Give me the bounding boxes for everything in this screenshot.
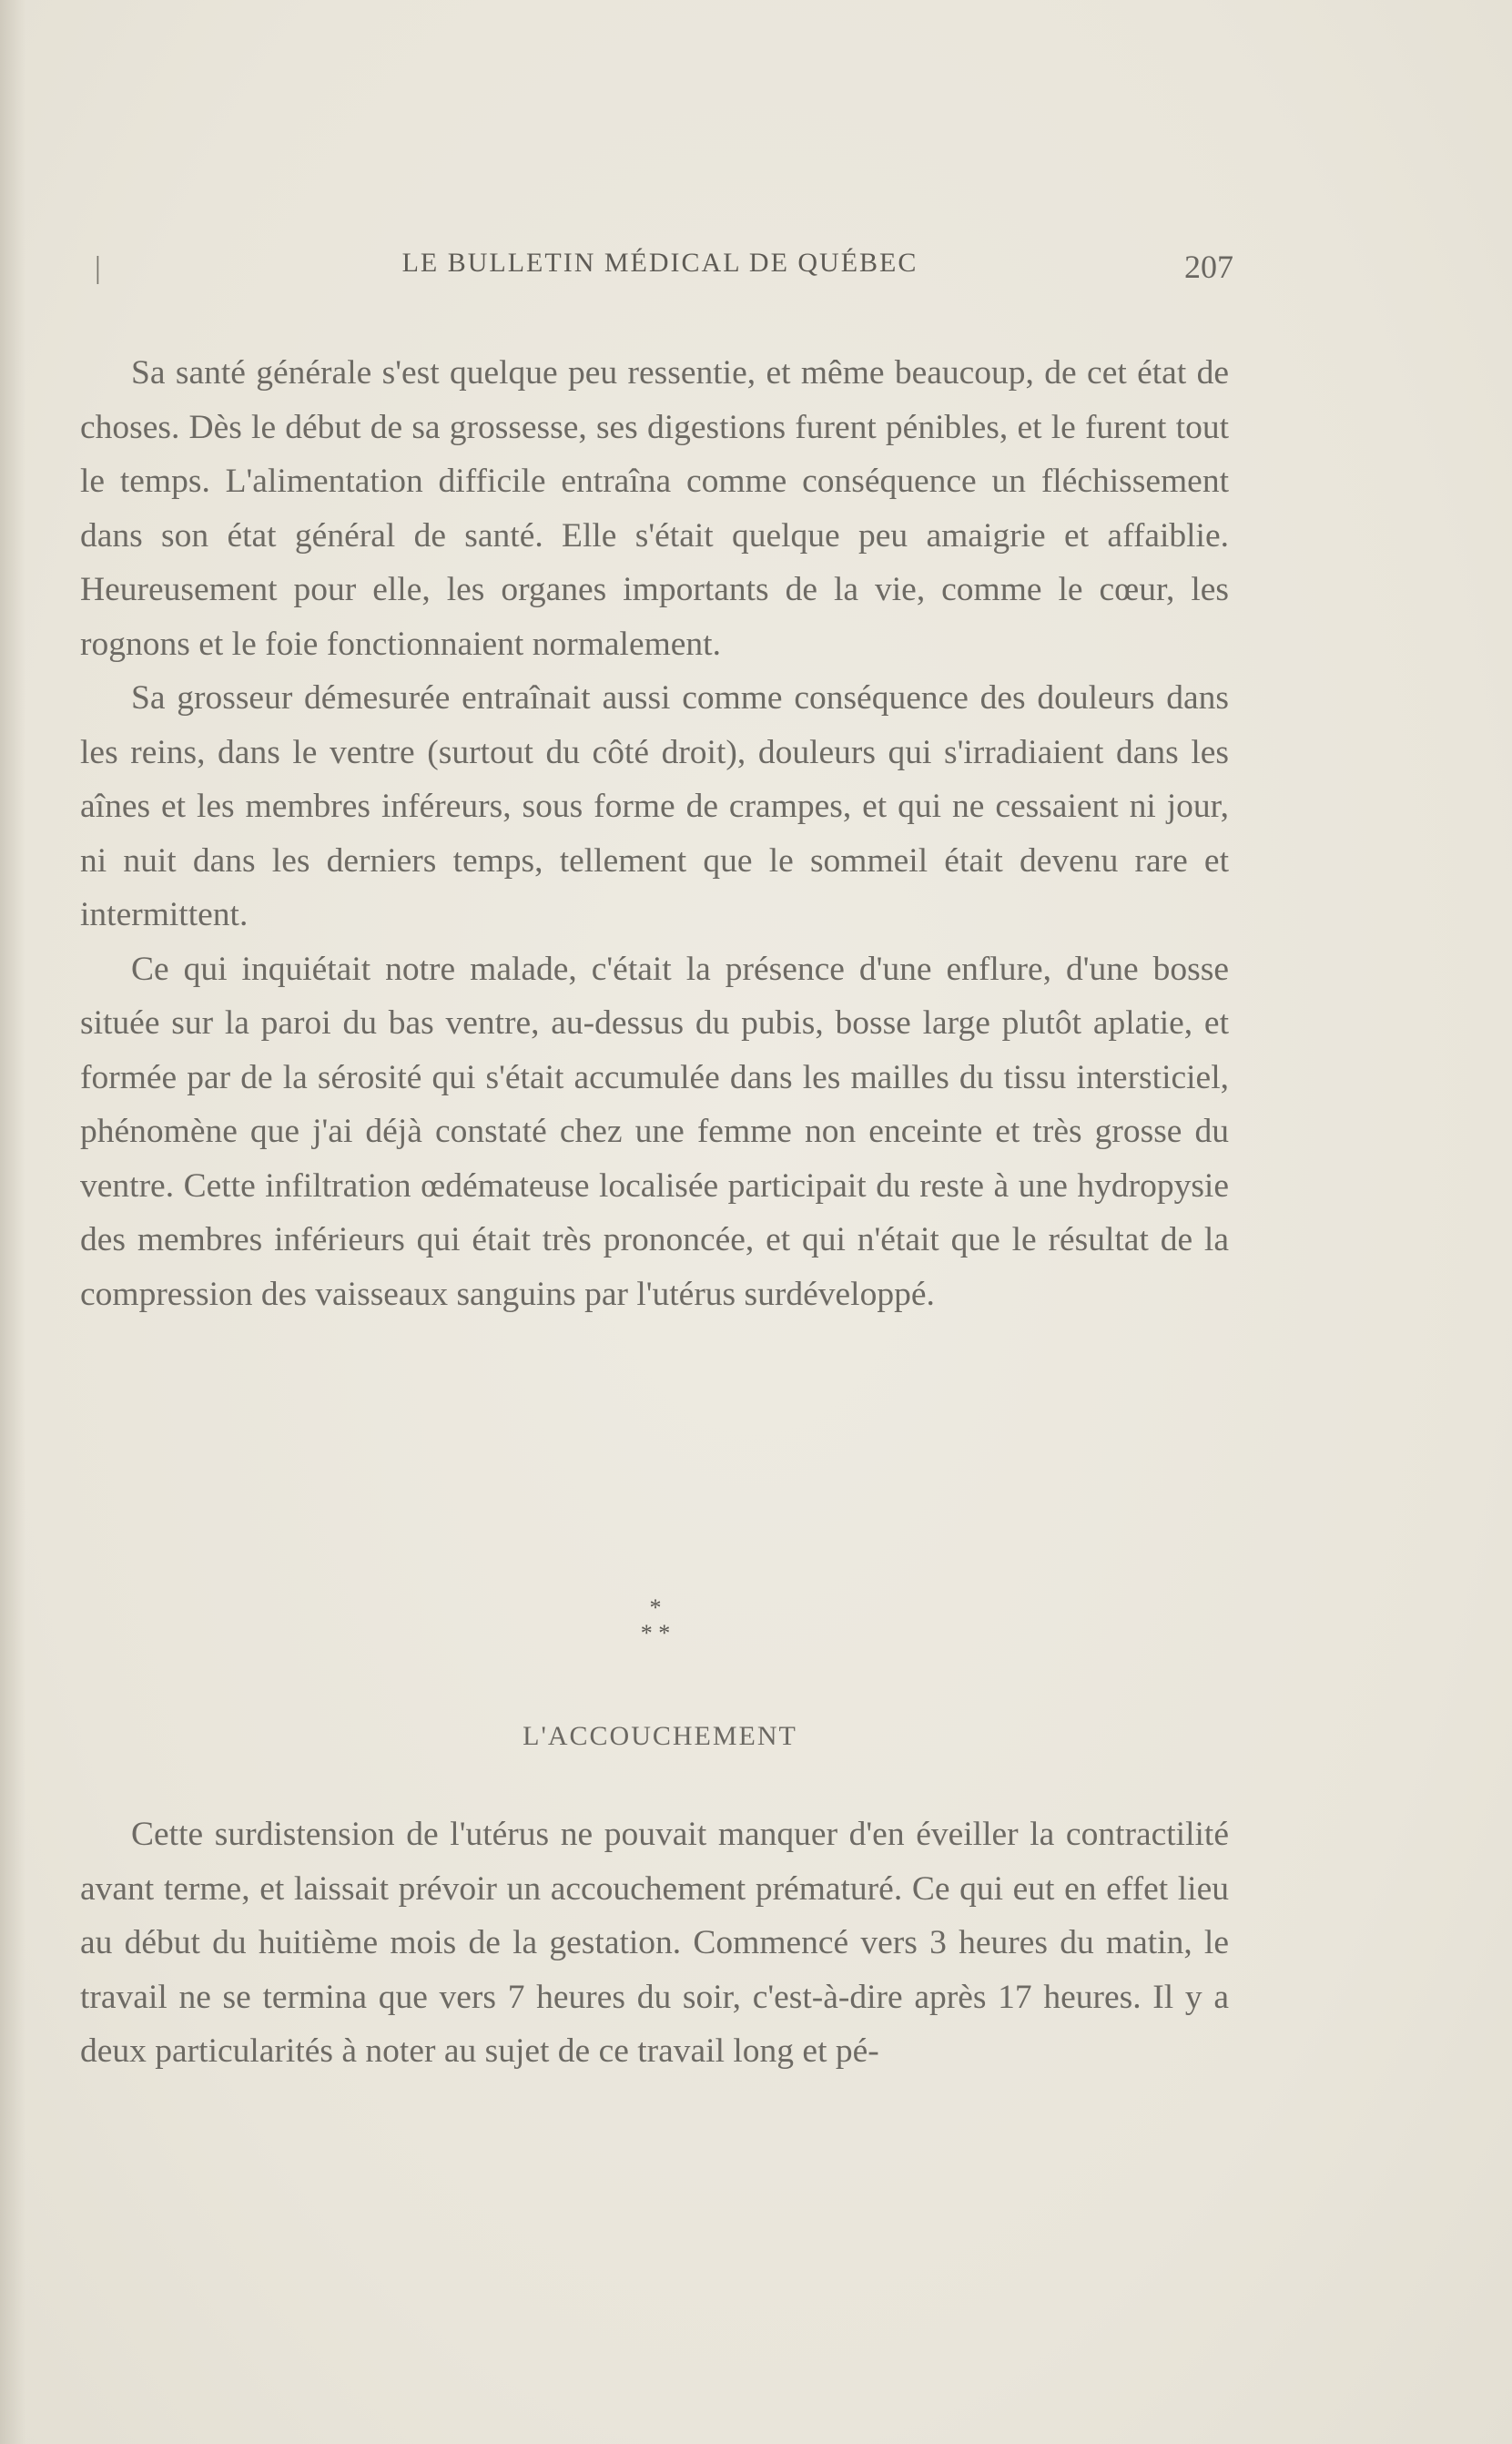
- section-heading: L'ACCOUCHEMENT: [523, 1721, 797, 1751]
- running-title: LE BULLETIN MÉDICAL DE QUÉBEC: [401, 248, 918, 278]
- page-number: 207: [1184, 249, 1233, 285]
- page-edge-shadow: [0, 0, 25, 2444]
- header-mark: |: [95, 251, 101, 285]
- paragraph: Cette surdistension de l'utérus ne pouvait manquer d'en éveiller la contractilité avant terme, et laissait prévoir un accouchement prématuré. Ce qui eut en effet lieu au début du huitième mois de la gestation. Commencé vers 3 heures du matin, le travail ne se termina que vers 7 heures du soir, c'est-à-dire après 17 heures. Il y a deux particularités à noter au sujet de ce travail long et pé-: [80, 1816, 1229, 2070]
- asterism-separator: [592, 1595, 719, 1646]
- paragraph: Ce qui inquiétait notre malade, c'était la présence d'une enflure, d'une bosse située sur la paroi du bas ventre, au-dessus du pubis, bosse large plutôt aplatie, et formée par de la sérosité qui s'était accumulée dans les mailles du tissu intersticiel, phénomène que j'ai déjà constaté chez une femme non enceinte et très grosse du ventre. Cette infiltration œdémateuse localisée participait du reste à une hydropysie des membres inférieurs qui était très prononcée, et qui n'était que le résultat de la compression des vaisseaux sanguins par l'utérus surdéveloppé.: [80, 950, 1229, 1313]
- asterism-bottom: * *: [640, 1620, 671, 1646]
- section-text: [80, 1808, 1229, 2079]
- paragraph: Sa santé générale s'est quelque peu ressentie, et même beaucoup, de cet état de choses. Dès le début de sa grossesse, ses digestions furent pénibles, et le furent tout le temps. L'alimentation difficile entraîna comme conséquence un fléchissement dans son état général de santé. Elle s'était quelque peu amaigrie et affaiblie. Heureusement pour elle, les organes importants de la vie, comme le cœur, les rognons et le foie fonctionnaient normalement.: [80, 354, 1229, 663]
- asterism-top: *: [649, 1594, 662, 1621]
- page-header: [0, 248, 1512, 293]
- body-text: [80, 346, 1229, 1321]
- paragraph: Sa grosseur démesurée entraînait aussi comme conséquence des douleurs dans les reins, dans le ventre (surtout du côté droit), douleurs qui s'irradiaient dans les aînes et les membres inféreurs, sous forme de crampes, et qui ne cessaient ni jour, ni nuit dans les derniers temps, tellement que le sommeil était devenu rare et intermittent.: [80, 679, 1229, 933]
